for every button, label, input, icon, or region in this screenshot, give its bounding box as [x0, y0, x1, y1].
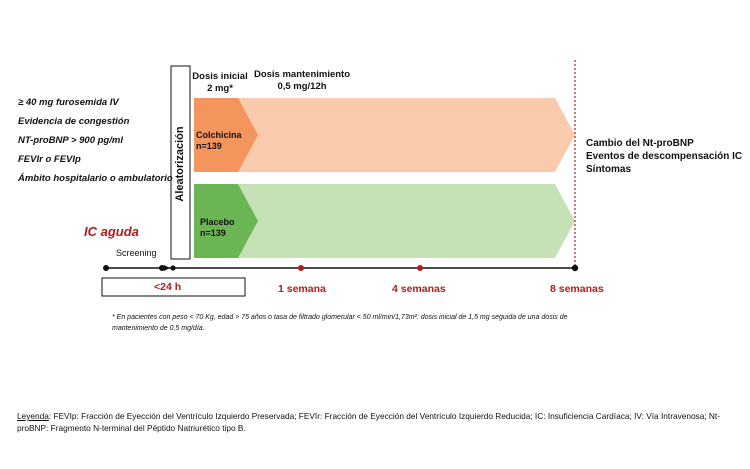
criterion-congestion: Evidencia de congestión: [18, 116, 130, 127]
legend-text: : FEVIp: Fracción de Eyección del Ventrículo Izquierdo Preservada; FEVIr: Fracción de Eyección del Ventrículo Izquierdo Reducida; IC: Insuficiencia Cardíaca; IV: Vía Intravenosa; Nt-proBNP: Fragmento N-terminal del Péptido Natriurético tipo B.: [17, 411, 720, 433]
timeline-randomization-dot: [170, 265, 175, 270]
criterion-ntprobnp: NT-proBNP > 900 pg/ml: [18, 135, 123, 146]
legend: [17, 410, 733, 434]
week1-label: 1 semana: [278, 283, 326, 295]
outcome-symptoms: Síntomas: [586, 164, 632, 175]
colchicine-n: n=139: [196, 141, 222, 151]
colchicine-name: Colchicina: [196, 130, 242, 140]
first-day-label: <24 h: [154, 281, 182, 293]
criterion-fevi: FEVIr o FEVIp: [18, 154, 81, 165]
legend-label: Leyenda: [17, 411, 49, 421]
initial-dose-title: Dosis inicial: [192, 71, 248, 82]
timeline-week1-dot: [298, 265, 304, 271]
placebo-n: n=139: [200, 228, 226, 238]
placebo-name: Placebo: [200, 217, 235, 227]
timeline-start-dot: [103, 265, 109, 271]
placebo-arm-label: [200, 217, 235, 239]
timeline-week4-dot: [417, 265, 423, 271]
screening-label: Screening: [116, 248, 157, 258]
week4-label: 4 semanas: [392, 283, 446, 295]
placebo-maintenance-arrow: [236, 184, 575, 258]
colchicine-arm-label: [196, 130, 242, 152]
criterion-setting: Ámbito hospitalario o ambulatorio: [18, 173, 173, 184]
criterion-furosemide: ≥ 40 mg furosemida IV: [18, 97, 119, 108]
initial-dose-value: 2 mg*: [207, 83, 233, 94]
week8-label: 8 semanas: [550, 283, 604, 295]
outcome-decompensation: Eventos de descompensación IC: [586, 151, 743, 162]
timeline-arrowhead: [164, 265, 170, 271]
timeline-week8-dot: [572, 265, 578, 271]
dose-footnote: * En pacientes con peso < 70 Kg, edad > 75 años o tasa de filtrado glomerular < 50 ml/min/1,73m²: dosis inicial de 1,5 mg seguida de una dosis de mantenimiento de 0,5 mg/día.: [112, 314, 568, 332]
maintenance-dose-title: Dosis mantenimiento: [253, 69, 351, 80]
initial-dose-header: [188, 71, 252, 95]
randomization-label: Aleatorización: [174, 126, 186, 202]
colchicine-maintenance-arrow: [236, 98, 575, 172]
outcomes-list: [586, 137, 742, 176]
maintenance-dose-header: [252, 69, 352, 93]
maintenance-dose-value: 0,5 mg/12h: [277, 81, 327, 92]
ic-aguda-label: IC aguda: [84, 224, 139, 239]
outcome-ntprobnp: Cambio del Nt-proBNP: [586, 138, 694, 149]
